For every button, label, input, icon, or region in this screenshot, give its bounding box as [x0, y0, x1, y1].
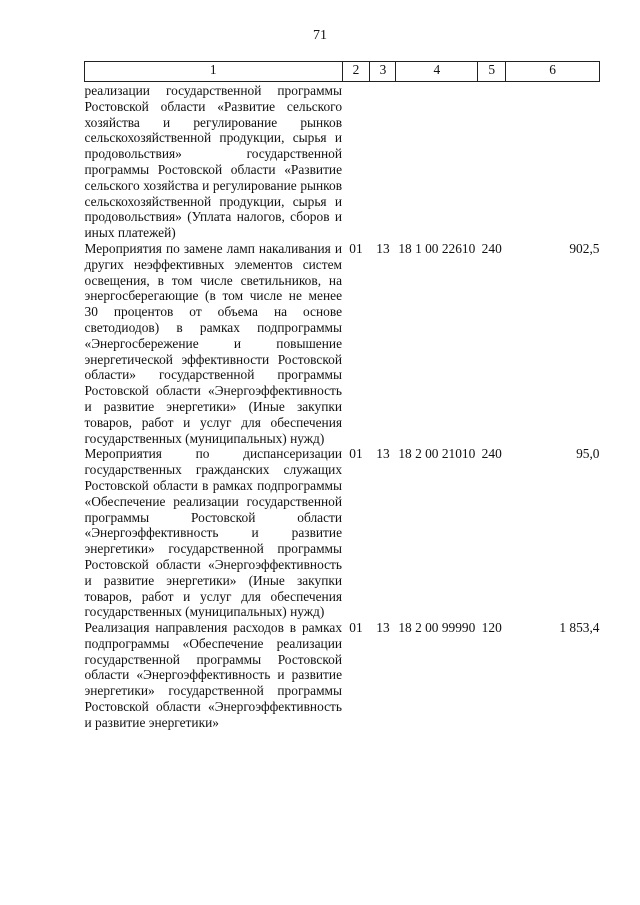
row-section	[342, 82, 370, 241]
row-target-article: 18 1 00 22610	[398, 240, 476, 256]
row-subsection: 13	[376, 446, 390, 462]
table-header	[85, 62, 600, 82]
row-expense-type: 240	[481, 446, 502, 462]
row-section: 01	[349, 240, 363, 256]
row-section: 01	[349, 446, 363, 462]
row-description: Мероприятия по диспансеризации государственных гражданских служащих Ростовской области в рамках подпрограммы «Обеспечение реализации государственной программы Ростовской области «Энергоэффективность и развитие энергетики» государственной программы Ростовской области «Энергоэффективность и развитие энергетики» (Иные закупки товаров, работ и услуг для обеспечения государственных (муниципальных) нужд)	[84, 446, 343, 620]
row-description: реализации государственной программы Ростовской области «Развитие сельского хозяйства и регулирование рынков сельскохозяйственной продукции, сырья и продовольствия» государственной программы Ростовской области «Развитие сельского хозяйства и регулирование рынков сельскохозяйственной продукции, сырья и продовольствия» (Уплата налогов, сборов и иных платежей)	[84, 83, 343, 241]
row-expense-type: 240	[481, 240, 502, 256]
header-col-5: 5	[478, 62, 506, 82]
row-amount: 1 853,4	[559, 620, 600, 636]
row-subsection: 13	[376, 620, 390, 636]
row-amount: 95,0	[576, 446, 600, 462]
header-col-4: 4	[396, 62, 478, 82]
row-expense-type: 120	[481, 620, 502, 636]
page-number: 71	[313, 28, 327, 43]
header-col-2: 2	[342, 62, 370, 82]
table-row	[85, 620, 600, 731]
table-row	[85, 446, 600, 620]
row-section: 01	[349, 620, 363, 636]
row-target-article: 18 2 00 21010	[398, 446, 476, 462]
row-amount: 902,5	[569, 240, 600, 256]
table-row	[85, 82, 600, 241]
header-row	[85, 62, 600, 82]
row-description: Реализация направления расходов в рамках подпрограммы «Обеспечение реализации государственной программы Ростовской области «Энергоэффективность и развитие энергетики» государственной программы Ростовской области «Энергоэффективность и развитие энергетики»	[84, 620, 343, 730]
budget-table	[84, 61, 600, 731]
header-col-3: 3	[370, 62, 396, 82]
row-description: Мероприятия по замене ламп накаливания и других неэффективных элементов систем освещения, в том числе светильников, на энергосберегающие (в том числе не менее 30 процентов от объема на основе светодиодов) в рамках подпрограммы «Энергосбережение и повышение энергетической эффективности Ростовской области» государственной программы Ростовской области «Энергоэффективность и развитие энергетики» (Иные закупки товаров, работ и услуг для обеспечения государственных (муниципальных) нужд)	[84, 240, 343, 446]
header-col-1: 1	[85, 62, 343, 82]
row-target-article: 18 2 00 99990	[398, 620, 476, 636]
table-row	[85, 241, 600, 446]
row-target-article	[396, 82, 478, 241]
row-expense-type	[478, 82, 506, 241]
row-subsection	[370, 82, 396, 241]
table-body	[85, 82, 600, 731]
row-amount	[506, 82, 600, 241]
header-col-6: 6	[506, 62, 600, 82]
row-subsection: 13	[376, 240, 390, 256]
